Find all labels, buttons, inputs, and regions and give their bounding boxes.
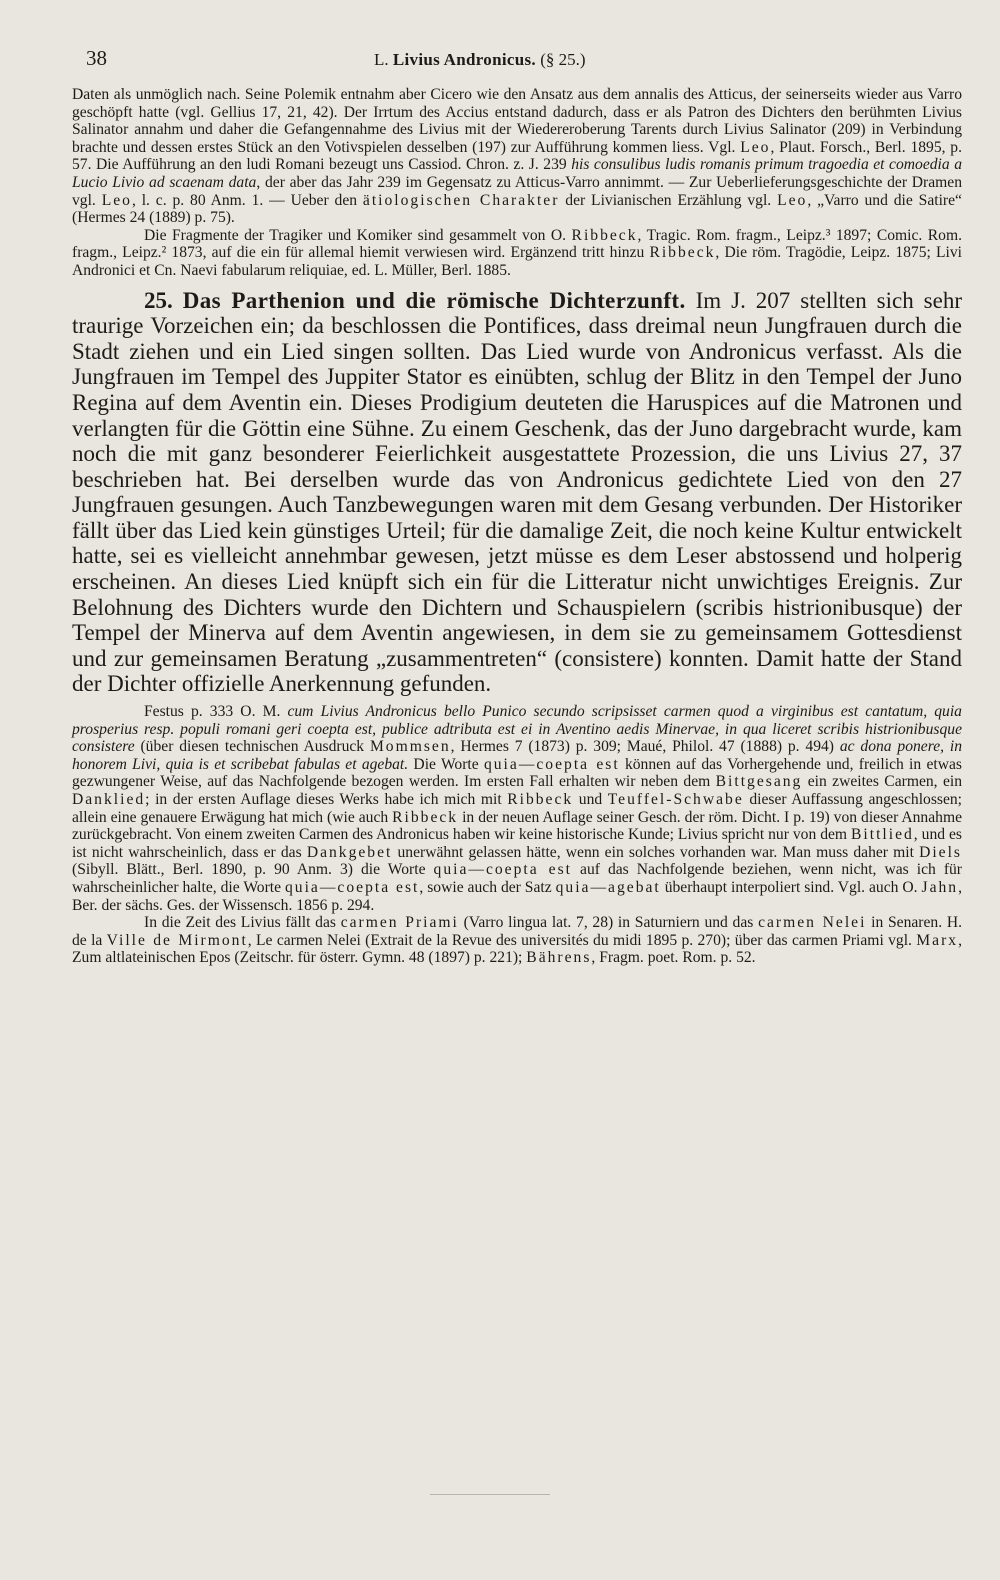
running-title: L. Livius Andronicus. (§ 25.) [374, 50, 586, 69]
running-head [72, 46, 962, 86]
footnotes-bottom [72, 703, 962, 967]
section-25 [72, 288, 962, 698]
footnotes-top [72, 86, 962, 280]
note-paragraph-2: Die Fragmente der Tragiker und Komiker sind gesammelt von O. Ribbeck, Tragic. Rom. fragm., Leipz.³ 1897; Comic. Rom. fragm., Leipz.² 1873, auf die ein für allemal hiemit verwiesen wird. Ergänzend tritt hinzu Ribbeck, Die röm. Tragödie, Leipz. 1875; Livi Andronici et Cn. Naevi fabularum reliquiae, ed. L. Müller, Berl. 1885. [72, 226, 962, 279]
note-festus: Festus p. 333 O. M. cum Livius Andronicus bello Punico secundo scripsisset carmen quod a virginibus est cantatum, quia prosperius resp. populi romani geri coepta est, publice adtributa est ei in Aventino aedis Minervae, in qua liceret scribis histrionibusque consistere (über diesen technischen Ausdruck Mommsen, Hermes 7 (1873) p. 309; Maué, Philol. 47 (1888) p. 494) ac dona ponere, in honorem Livi, quia is et scribebat fabulas et agebat. Die Worte quia—coepta est können auf das Vorhergehende und, freilich in etwas gezwungener Weise, auf das Nachfolgende bezogen werden. Im ersten Fall erhalten wir neben dem Bittgesang ein zweites Carmen, ein Danklied; in der ersten Auflage dieses Werks habe ich mich mit Ribbeck und Teuffel-Schwabe dieser Auffassung angeschlossen; allein eine genauere Erwägung hat mich (wie auch Ribbeck in der neuen Auflage seiner Gesch. der röm. Dicht. I p. 19) von dieser Annahme zurückgebracht. Von einem zweiten Carmen des Andronicus haben wir keine historische Kunde; Livius spricht nur von dem Bittlied, und es ist nicht wahrscheinlich, dass er das Dankgebet unerwähnt gelassen hätte, wenn ein solches vorhanden war. Man muss daher mit Diels (Sibyll. Blätt., Berl. 1890, p. 90 Anm. 3) die Worte quia—coepta est auf das Nachfolgende beziehen, wenn nicht, was ich für wahrscheinlicher halte, die Worte quia—coepta est, sowie auch der Satz quia—agebat überhaupt interpoliert sind. Vgl. auch O. Jahn, Ber. der sächs. Ges. der Wissensch. 1856 p. 294. [72, 703, 963, 914]
note-paragraph-1: Daten als unmöglich nach. Seine Polemik entnahm aber Cicero wie den Ansatz aus dem annalis des Atticus, der seinerseits wieder aus Varro geschöpft hatte (vgl. Gellius 17, 21, 42). Der Irrtum des Accius entstand dadurch, dass er als Patron des Dichters den berühmten Livius Salinator annahm und daher die Gefangennahme des Livius mit der Wiedereroberung Tarents durch Livius Salinator (209) in Verbindung brachte und dessen erstes Stück an den Votivspielen desselben (197) zur Aufführung kommen liess. Vgl. Leo, Plaut. Forsch., Berl. 1895, p. 57. Die Aufführung an den ludi Romani bezeugt uns Cassiod. Chron. z. J. 239 his consulibus ludis romanis primum tragoedia et comoedia a Lucio Livio ad scaenam data, der aber das Jahr 239 im Gegensatz zu Atticus-Varro annimmt. — Zur Ueberlieferungsgeschichte der Dramen vgl. Leo, l. c. p. 80 Anm. 1. — Ueber den ätiologischen Charakter der Livianischen Erzählung vgl. Leo, „Varro und die Satire“ (Hermes 24 (1889) p. 75). [72, 86, 963, 227]
page-number: 38 [86, 46, 107, 70]
footer-rule [430, 1494, 550, 1495]
note-carmen-priami: In die Zeit des Livius fällt das carmen Priami (Varro lingua lat. 7, 28) in Saturniern und das carmen Nelei in Senaren. H. de la Ville de Mirmont, Le carmen Nelei (Extrait de la Revue des universités du midi 1895 p. 270); über das carmen Priami vgl. Marx, Zum altlateinischen Epos (Zeitschr. für österr. Gymn. 48 (1897) p. 221); Bährens, Fragm. poet. Rom. p. 52. [72, 914, 962, 967]
section-text: Im J. 207 stellten sich sehr traurige Vorzeichen ein; da beschlossen die Pontifices, dass dreimal neun Jungfrauen durch die Stadt ziehen und ein Lied singen sollten. Das Lied wurde von Andronicus verfasst. Als die Jungfrauen im Tempel des Juppiter Stator es einübten, schlug der Blitz in den Tempel der Juno Regina auf dem Aventin ein. Dieses Prodigium deuteten die Haruspices auf die Matronen und verlangten für die Göttin eine Sühne. Zu einem Geschenk, das der Juno dargebracht wurde, kam noch die mit ganz besonderer Feierlichkeit ausgestattete Prozession, die uns Livius 27, 37 beschrieben hat. Bei derselben wurde das von Andronicus gedichtete Lied von den 27 Jungfrauen gesungen. Auch Tanzbewegungen waren mit dem Gesang verbunden. Der Historiker fällt über das Lied kein günstiges Urteil; für die damalige Zeit, die noch keine Kultur entwickelt hatte, sei es vielleicht annehmbar gewesen, jetzt müsse es dem Leser abstossend und holperig erscheinen. An dieses Lied knüpft sich ein für die Litteratur nicht unwichtiges Ereignis. Zur Belohnung des Dichters wurde den Dichtern und Schauspielern (scribis histrionibusque) der Tempel der Minerva auf dem Aventin angewiesen, in dem sie zu gemeinsamem Gottesdienst und zur gemeinsamen Beratung „zusammentreten“ (consistere) konnten. Damit hatte der Stand der Dichter offizielle Anerkennung gefunden. [72, 287, 962, 697]
section-body [72, 288, 962, 698]
section-heading: Das Parthenion und die römische Dichterzunft. [182, 287, 686, 313]
section-number: 25. [144, 287, 173, 313]
